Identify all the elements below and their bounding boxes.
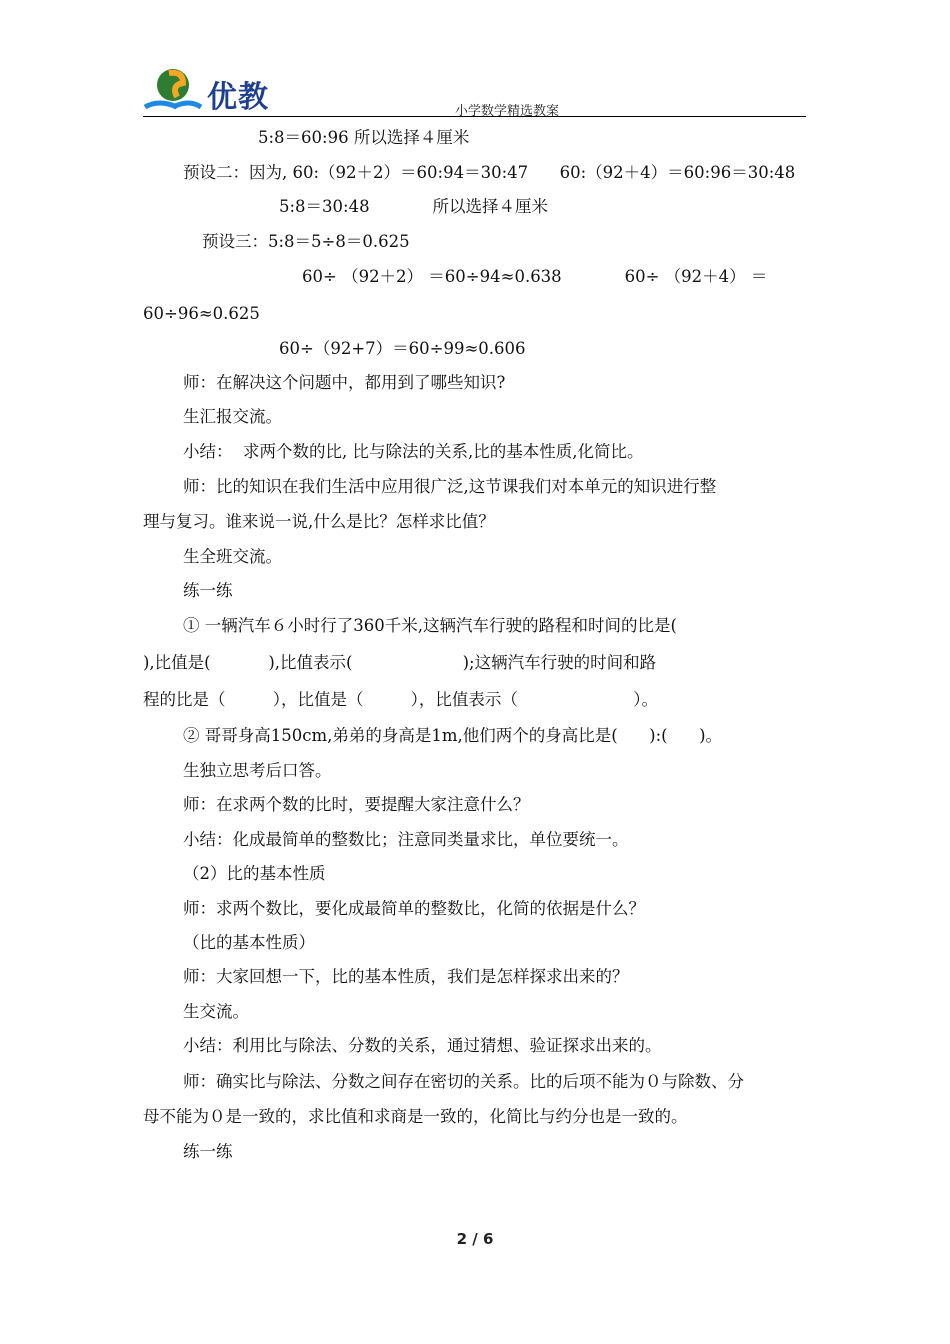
text-line: 师：在解决这个问题中，都用到了哪些知识? <box>183 373 506 392</box>
text-line: 理与复习。谁来说一说,什么是比？怎样求比值？ <box>143 512 495 531</box>
logo-text: 优教 <box>207 80 269 115</box>
text-line: 师：大家回想一下，比的基本性质，我们是怎样探求出来的？ <box>183 967 629 986</box>
text-line: （比的基本性质） <box>183 933 315 952</box>
text-line: 生独立思考后口答。 <box>183 761 332 780</box>
text-line: 师：比的知识在我们生活中应用很广泛,这节课我们对本单元的知识进行整 <box>183 477 717 496</box>
text-line: 生汇报交流。 <box>183 407 282 426</box>
text-line: 预设三：5:8＝5÷8＝0.625 <box>202 232 410 251</box>
text-line: 程的比是（ ），比值是（ ），比值表示（ ）。 <box>143 690 659 709</box>
text-line: 5:8＝60:96 所以选择４厘米 <box>258 128 470 147</box>
text-line: 小结：利用比与除法、分数的关系，通过猜想、验证探求出来的。 <box>183 1036 662 1055</box>
text-line: 小结： 求两个数的比, 比与除法的关系,比的基本性质,化简比。 <box>183 442 644 461</box>
text-line: 60÷96≈0.625 <box>143 304 260 323</box>
text-line: 练一练 <box>183 581 233 600</box>
header-divider <box>143 116 806 117</box>
text-line: ),比值是( ),比值表示( );这辆汽车行驶的时间和路 <box>143 653 657 672</box>
text-line: 60÷（92+7）＝60÷99≈0.606 <box>279 339 526 358</box>
text-line: ② 哥哥身高150cm,弟弟的身高是1m,他们两个的身高比是( ):( )。 <box>183 726 723 745</box>
text-line: 生全班交流。 <box>183 547 282 566</box>
page-number: 2 / 6 <box>456 1230 494 1248</box>
text-line: 练一练 <box>183 1142 233 1161</box>
text-line: 生交流。 <box>183 1002 249 1021</box>
text-line: 预设二：因为, 60:（92＋2）＝60:94＝30:47 60:（92＋4）＝60:96＝30:48 <box>183 163 796 182</box>
text-line: 师：求两个数比，要化成最简单的整数比，化简的依据是什么？ <box>183 899 645 918</box>
text-line: 师：确实比与除法、分数之间存在密切的关系。比的后项不能为０与除数、分 <box>183 1072 744 1091</box>
text-line: 60÷ （92＋2） ＝60÷94≈0.638 60÷ （92＋4） ＝ <box>302 267 768 286</box>
text-line: 5:8＝30:48 所以选择４厘米 <box>279 197 549 216</box>
text-line: 师：在求两个数的比时，要提醒大家注意什么？ <box>183 795 530 814</box>
text-line: 母不能为０是一致的，求比值和求商是一致的，化简比与约分也是一致的。 <box>143 1107 688 1126</box>
header-title: 小学数学精选教案 <box>455 104 560 119</box>
text-line: （2）比的基本性质 <box>183 864 326 883</box>
text-line: ① 一辆汽车６小时行了360千米,这辆汽车行驶的路程和时间的比是( <box>183 616 677 635</box>
text-line: 小结：化成最简单的整数比；注意同类量求比，单位要统一。 <box>183 830 629 849</box>
